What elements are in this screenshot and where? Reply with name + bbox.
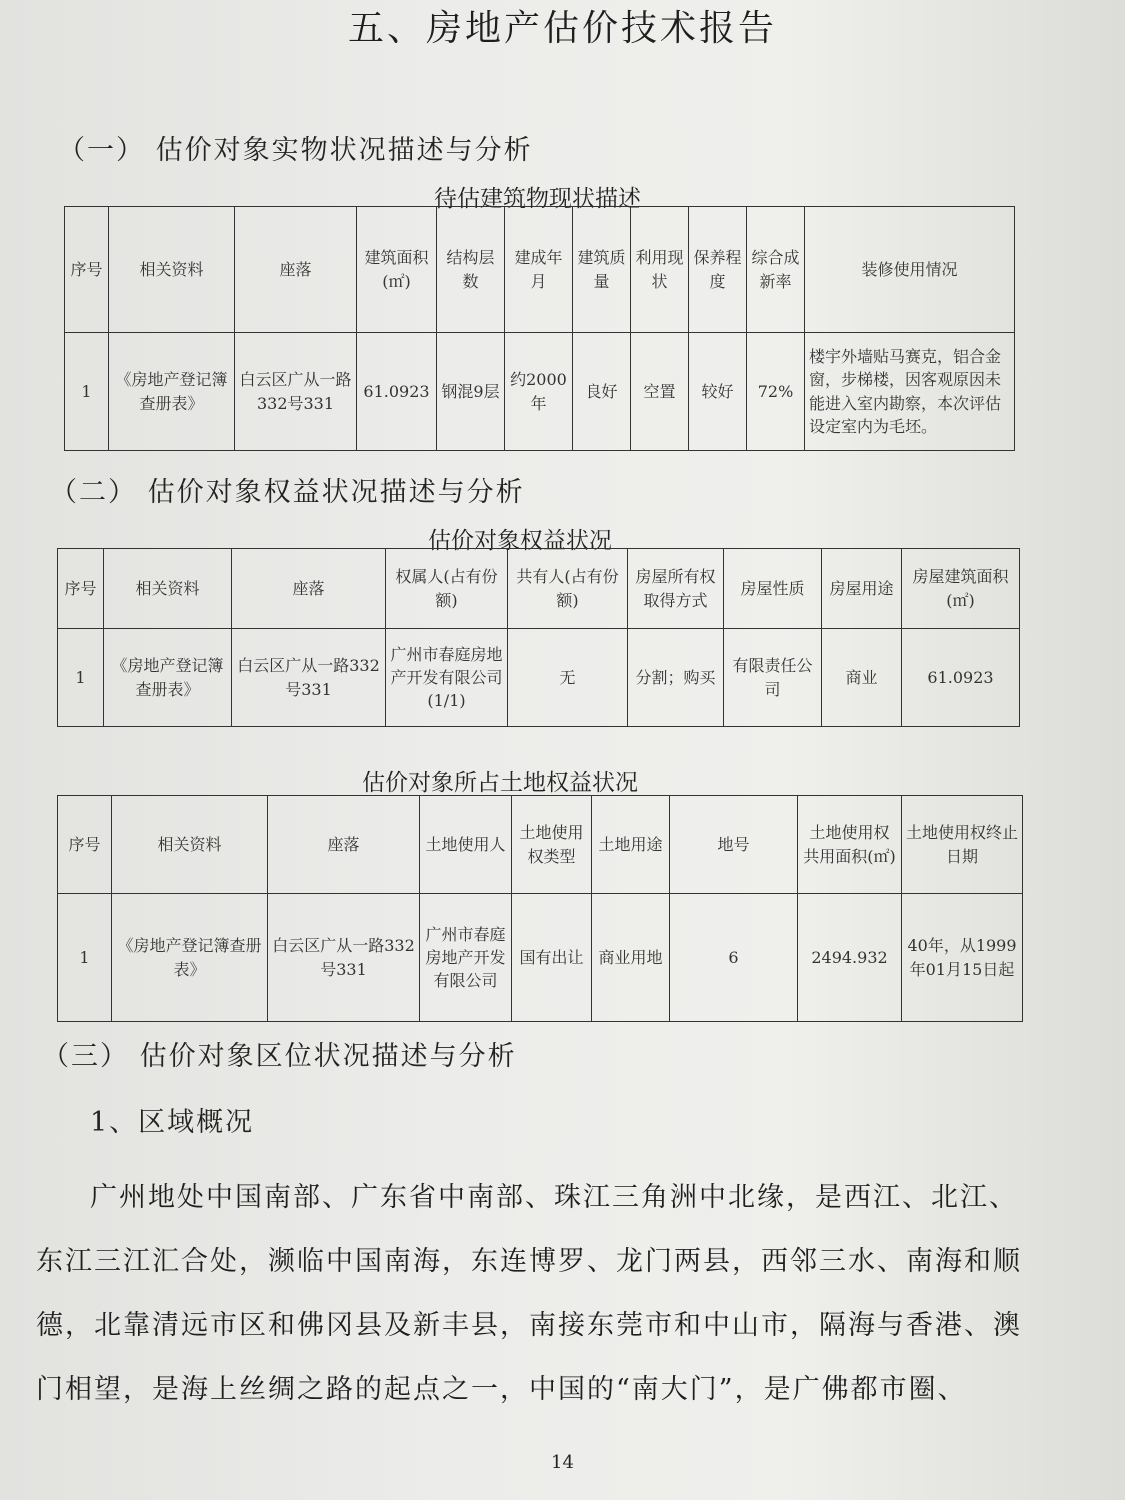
table-cell: 楼宇外墙贴马赛克，铝合金窗，步梯楼，因客观原因未能进入室内勘察，本次评估设定室内为毛坯。: [805, 333, 1015, 451]
table-cell: 《房地产登记簿查册表》: [109, 333, 235, 451]
header-cell: 房屋用途: [822, 549, 902, 629]
header-cell: 序号: [65, 207, 109, 333]
table-cell: 空置: [631, 333, 689, 451]
header-cell: 序号: [58, 796, 112, 894]
header-cell: 土地用途: [592, 796, 670, 894]
header-cell: 座落: [235, 207, 357, 333]
header-cell: 座落: [232, 549, 386, 629]
table-cell: 有限责任公司: [724, 629, 822, 727]
table-row: [58, 894, 1023, 1022]
header-cell: 地号: [670, 796, 798, 894]
table-cell: 约2000年: [505, 333, 573, 451]
header-cell: 结构层数: [437, 207, 505, 333]
header-cell: 土地使用权类型: [512, 796, 592, 894]
header-cell: 装修使用情况: [805, 207, 1015, 333]
table-row: [58, 629, 1020, 727]
table-cell: 61.0923: [357, 333, 437, 451]
header-cell: 土地使用权共用面积(㎡): [798, 796, 902, 894]
table-cell: 分割；购买: [628, 629, 724, 727]
section-3-heading: （三） 估价对象区位状况描述与分析: [42, 1041, 517, 1072]
header-cell: 房屋所有权取得方式: [628, 549, 724, 629]
table-1-caption: 待估建筑物现状描述: [434, 186, 641, 212]
table-cell: 白云区广从一路332号331: [235, 333, 357, 451]
header-cell: 建成年月: [505, 207, 573, 333]
header-cell: 房屋建筑面积(㎡): [902, 549, 1020, 629]
table-cell: 白云区广从一路332号331: [268, 894, 420, 1022]
header-cell: 相关资料: [112, 796, 268, 894]
table-cell: 《房地产登记簿查册表》: [112, 894, 268, 1022]
table-2-caption: 估价对象权益状况: [428, 528, 612, 554]
table-cell: 6: [670, 894, 798, 1022]
header-cell: 土地使用人: [420, 796, 512, 894]
section-1-heading: （一） 估价对象实物状况描述与分析: [58, 135, 533, 166]
header-cell: 序号: [58, 549, 104, 629]
land-rights-table: [57, 795, 1023, 1022]
header-cell: 房屋性质: [724, 549, 822, 629]
table-row: [65, 333, 1015, 451]
header-cell: 土地使用权终止日期: [902, 796, 1023, 894]
header-cell: 共有人(占有份额): [508, 549, 628, 629]
table-cell: 1: [58, 629, 104, 727]
table-cell: 72%: [747, 333, 805, 451]
header-cell: 相关资料: [104, 549, 232, 629]
header-cell: 保养程度: [689, 207, 747, 333]
table-cell: 商业: [822, 629, 902, 727]
section-3-subheading: 1、区域概况: [90, 1107, 255, 1138]
header-cell: 利用现状: [631, 207, 689, 333]
table-cell: 2494.932: [798, 894, 902, 1022]
paragraph-text: 广州地处中国南部、广东省中南部、珠江三角洲中北缘，是西江、北江、东江三江汇合处，濒临中国南海，东连博罗、龙门两县，西邻三水、南海和顺德，北靠清远市区和佛冈县及新丰县，南接东莞市和中山市，隔海与香港、澳门相望，是海上丝绸之路的起点之一，中国的“南大门”，是广佛都市圈、: [36, 1182, 1022, 1405]
table-cell: 钢混9层: [437, 333, 505, 451]
table-cell: 良好: [573, 333, 631, 451]
region-overview-paragraph: [36, 1166, 1026, 1422]
document-title: 五、房地产估价技术报告: [347, 8, 777, 49]
page-number: 14: [551, 1452, 574, 1473]
table-cell: 白云区广从一路332号331: [232, 629, 386, 727]
table-cell: 国有出让: [512, 894, 592, 1022]
header-cell: 建筑面积(㎡): [357, 207, 437, 333]
table-header-row: [58, 549, 1020, 629]
header-cell: 相关资料: [109, 207, 235, 333]
table-cell: 《房地产登记簿查册表》: [104, 629, 232, 727]
table-cell: 广州市春庭房地产开发有限公司: [420, 894, 512, 1022]
table-cell: 61.0923: [902, 629, 1020, 727]
table-cell: 40年，从1999年01月15日起: [902, 894, 1023, 1022]
header-cell: 综合成新率: [747, 207, 805, 333]
table-cell: 较好: [689, 333, 747, 451]
header-cell: 权属人(占有份额): [386, 549, 508, 629]
table-cell: 广州市春庭房地产开发有限公司(1/1): [386, 629, 508, 727]
table-cell: 1: [65, 333, 109, 451]
table-header-row: [65, 207, 1015, 333]
table-cell: 商业用地: [592, 894, 670, 1022]
building-status-table: [64, 206, 1015, 451]
table-header-row: [58, 796, 1023, 894]
section-2-heading: （二） 估价对象权益状况描述与分析: [50, 477, 525, 508]
rights-status-table: [57, 548, 1020, 727]
header-cell: 座落: [268, 796, 420, 894]
table-cell: 无: [508, 629, 628, 727]
table-3-caption: 估价对象所占土地权益状况: [362, 770, 638, 796]
table-cell: 1: [58, 894, 112, 1022]
header-cell: 建筑质量: [573, 207, 631, 333]
